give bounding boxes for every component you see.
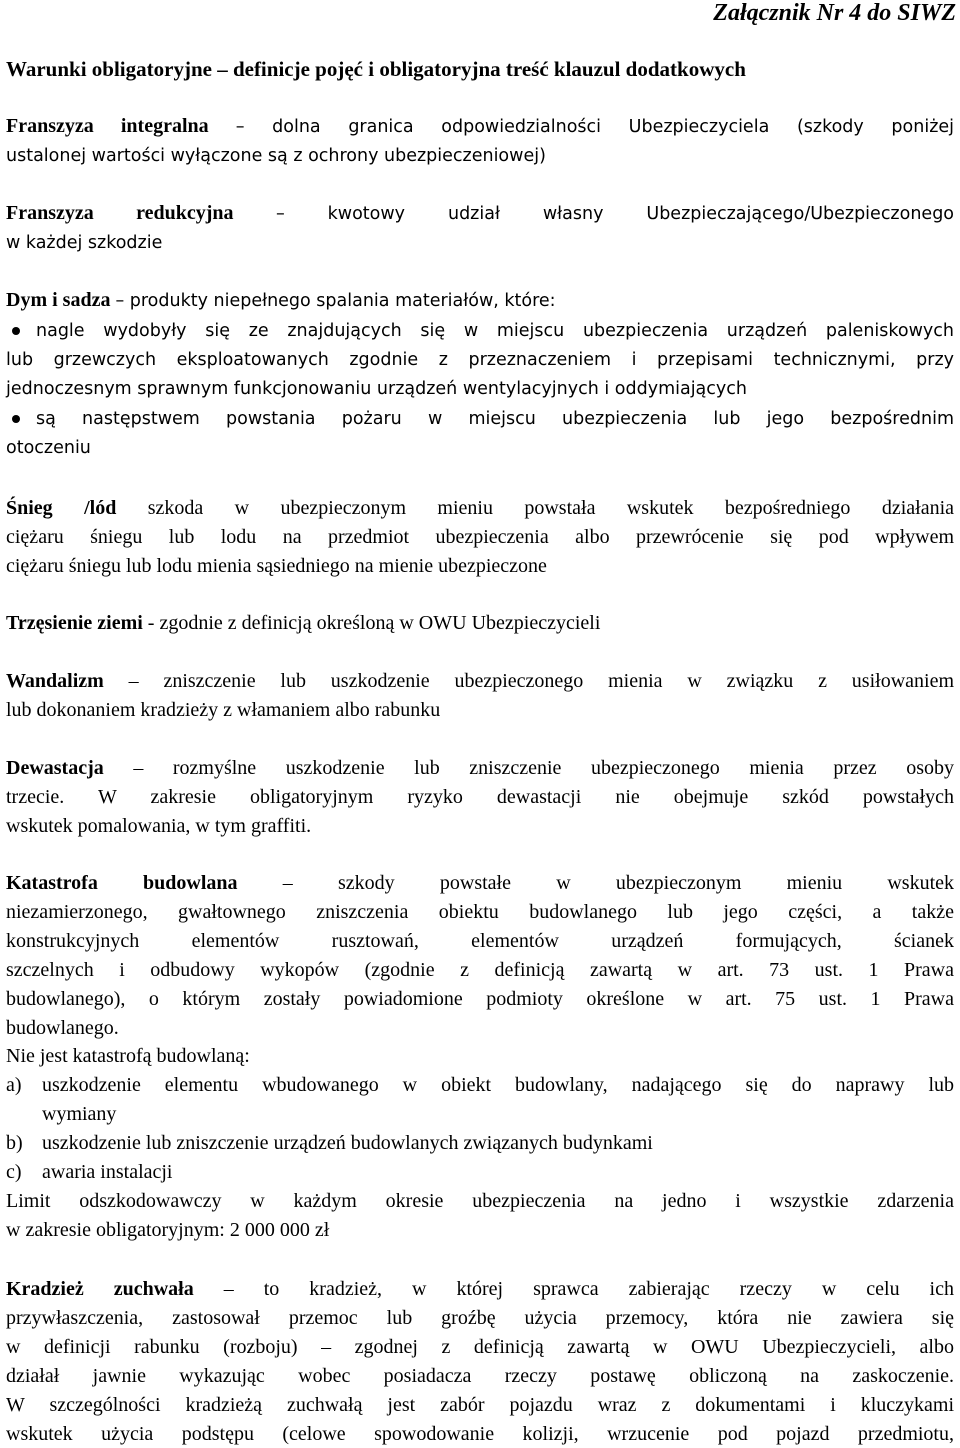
definition-text: ciężaru śniegu lub lodu na przedmiot ubezpieczenia albo przewrócenie się pod wpływem xyxy=(6,525,954,548)
definition-franszyza-redukcyjna xyxy=(6,199,954,258)
definition-text: – produkty niepełnego spalania materiałów, które: xyxy=(115,291,556,311)
term: Śnieg /lód xyxy=(6,497,117,519)
definition-text: – kwotowy udział własny Ubezpieczającego/Ubezpieczonego xyxy=(275,204,955,224)
definition-text: – dolna granica odpowiedzialności Ubezpieczyciela (szkody poniżej xyxy=(235,117,955,137)
bullet-icon xyxy=(12,327,20,335)
definition-text: szczelnych i odbudowy wykopów (zgodnie z definicją zawartą w art. 73 ust. 1 Prawa xyxy=(6,958,954,981)
definition-franszyza-integralna xyxy=(6,112,954,171)
definition-kradziez-zuchwala xyxy=(6,1275,954,1448)
list-item-text: są następstwem powstania pożaru w miejscu ubezpieczenia lub jego bezpośrednim xyxy=(36,408,954,429)
definition-snieg-lod xyxy=(6,494,954,581)
definition-text: budowlanego), o którym zostały powiadomione podmioty określone w art. 75 ust. 1 Prawa xyxy=(6,987,954,1010)
term: Katastrofa budowlana xyxy=(6,872,238,894)
term: Wandalizm xyxy=(6,670,104,692)
definition-text: w definicji rabunku (rozboju) – zgodnej z definicją zawartą w OWU Ubezpieczycieli, albo xyxy=(6,1335,954,1358)
term: Dewastacja xyxy=(6,757,104,779)
list-item-text: awaria instalacji xyxy=(42,1161,173,1184)
definition-text: wskutek użycia podstępu (celowe spowodowanie kolizji, wrzucenie pod pojazd przedmiotu, xyxy=(6,1422,954,1445)
definition-wandalizm xyxy=(6,667,954,725)
list-item-label: c) xyxy=(6,1161,22,1184)
limit-text: w zakresie obligatoryjnym: 2 000 000 zł xyxy=(6,1218,330,1241)
definition-text: – szkody powstałe w ubezpieczonym mieniu wskutek xyxy=(282,872,955,894)
definition-text: budowlanego. xyxy=(6,1016,119,1039)
list-item-text: lub grzewczych eksploatowanych zgodnie z przeznaczeniem i przepisami technicznymi, przy xyxy=(6,349,954,370)
definition-text: konstrukcyjnych elementów rusztowań, elementów urządzeń formujących, ścianek xyxy=(6,929,954,952)
list-item xyxy=(6,1158,954,1187)
annex-label: Załącznik Nr 4 do SIWZ xyxy=(713,0,956,26)
list-item-label: b) xyxy=(6,1132,23,1155)
term: Franszyza integralna xyxy=(6,115,209,137)
not-included-label: Nie jest katastrofą budowlaną: xyxy=(6,1045,250,1068)
document-title: Warunki obligatoryjne – definicje pojęć i obligatoryjna treść klauzul dodatkowych xyxy=(6,57,746,81)
term: Trzęsienie ziemi xyxy=(6,612,143,634)
definition-text: wskutek pomalowania, w tym graffiti. xyxy=(6,814,312,837)
list-item-text: uszkodzenie elementu wbudowanego w obiekt budowlany, nadającego się do naprawy lub xyxy=(42,1074,954,1097)
list-item-text: uszkodzenie lub zniszczenie urządzeń budowlanych związanych budynkami xyxy=(42,1132,653,1155)
definition-text: – zniszczenie lub uszkodzenie ubezpieczonego mienia w związku z usiłowaniem xyxy=(128,670,954,692)
list-item xyxy=(6,1071,954,1100)
definition-text: W szczególności kradzieżą zuchwałą jest zabór pojazdu wraz z dokumentami i kluczykami xyxy=(6,1393,954,1416)
list-item-text: otoczeniu xyxy=(6,437,91,458)
list-item xyxy=(6,404,954,434)
list-item-text: wymiany xyxy=(42,1103,117,1126)
definition-text: szkoda w ubezpieczonym mieniu powstała wskutek bezpośredniego działania xyxy=(147,497,955,519)
definition-dym-i-sadza xyxy=(6,286,954,462)
definition-text: lub dokonaniem kradzieży z włamaniem albo rabunku xyxy=(6,698,441,721)
definition-text: w każdej szkodzie xyxy=(6,232,163,253)
definition-text: działał jawnie wykazując wobec posiadacza rzeczy postawę obliczoną na zaskoczenie. xyxy=(6,1364,954,1387)
definition-text: - zgodnie z definicją określoną w OWU Ubezpieczycieli xyxy=(147,612,601,634)
term: Dym i sadza xyxy=(6,289,111,311)
term: Kradzież zuchwała xyxy=(6,1278,194,1300)
definition-text: trzecie. W zakresie obligatoryjnym ryzyko dewastacji nie obejmuje szkód powstałych xyxy=(6,785,954,808)
limit-text: Limit odszkodowawczy w każdym okresie ubezpieczenia na jedno i wszystkie zdarzenia xyxy=(6,1189,954,1212)
definition-text: niezamierzonego, gwałtownego zniszczenia obiektu budowlanego lub jego części, a także xyxy=(6,900,954,923)
list-item xyxy=(6,1129,954,1158)
definition-text: ciężaru śniegu lub lodu mienia sąsiedniego na mienie ubezpieczone xyxy=(6,554,547,577)
definition-dewastacja xyxy=(6,754,954,841)
term: Franszyza redukcyjna xyxy=(6,202,234,224)
list-item-text: jednoczesnym sprawnym funkcjonowaniu urządzeń wentylacyjnych i oddymiających xyxy=(6,378,747,399)
list-item xyxy=(6,316,954,346)
bullet-icon xyxy=(12,415,20,423)
definition-text: – to kradzież, w której sprawca zabierając rzeczy w celu ich xyxy=(223,1278,954,1300)
definition-text: przywłaszczenia, zastosował przemoc lub groźbę użycia przemocy, która nie zawiera się xyxy=(6,1306,954,1329)
definition-katastrofa-budowlana xyxy=(6,869,954,1245)
list-item-text: nagle wydobyły się ze znajdujących się w miejscu ubezpieczenia urządzeń paleniskowych xyxy=(36,320,954,341)
definition-text: – rozmyślne uszkodzenie lub zniszczenie ubezpieczonego mienia przez osoby xyxy=(133,757,954,779)
definition-trzesienie-ziemi xyxy=(6,609,954,638)
list-item-label: a) xyxy=(6,1074,22,1097)
definition-text: ustalonej wartości wyłączone są z ochrony ubezpieczeniowej) xyxy=(6,145,546,166)
